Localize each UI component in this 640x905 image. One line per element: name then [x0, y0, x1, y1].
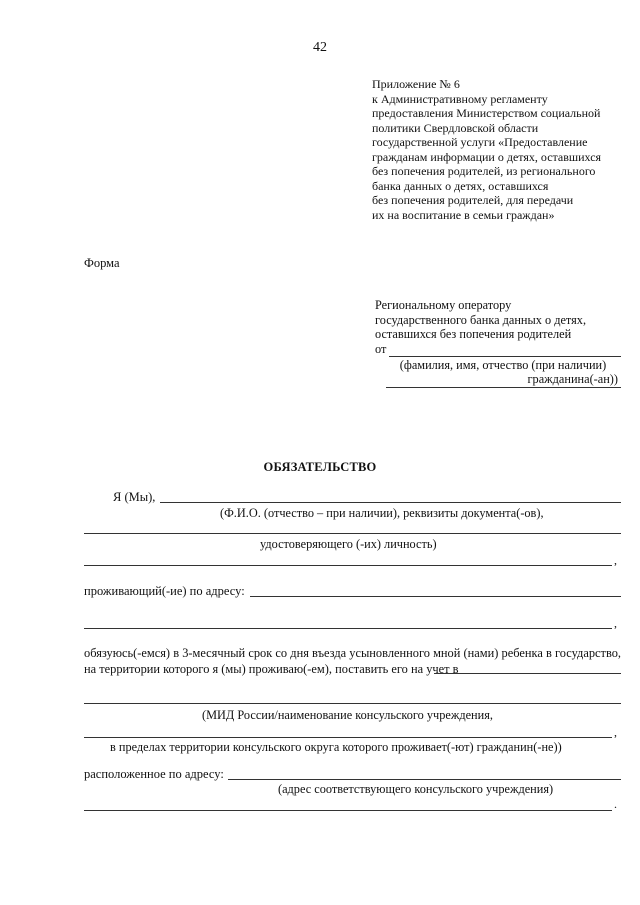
consulate-caption: (МИД России/наименование консульского учреждения,: [202, 708, 493, 722]
period-mark: .: [614, 797, 617, 811]
consulate-district-caption: в пределах территории консульского округа которого проживает(-ют) гражданин(-не)): [110, 740, 562, 754]
recipient-block: [375, 298, 586, 356]
name-field-line[interactable]: [160, 502, 621, 503]
form-label: Форма: [84, 256, 120, 270]
located-label: расположенное по адресу:: [84, 767, 224, 781]
comma-mark: ,: [614, 553, 617, 567]
located-field-line-2[interactable]: [84, 810, 612, 811]
recipient-line: оставшихся без попечения родителей: [375, 327, 572, 341]
comma-mark: ,: [614, 725, 617, 739]
identity-field-line[interactable]: [84, 565, 612, 566]
located-field-line[interactable]: [228, 779, 621, 780]
comma-mark: ,: [614, 616, 617, 630]
appendix-line: политики Свердловской области: [372, 120, 539, 135]
obligation-text: обязуюсь(-емся) в 3-месячный срок со дня въезда усыновленного мной (нами) ребенка в государство, на территории которого я (мы) проживаю(-ем), поставить его на учет в: [84, 646, 621, 676]
page-number: 42: [313, 40, 327, 55]
from-caption: (фамилия, имя, отчество (при наличии): [399, 358, 607, 372]
address-field-line[interactable]: [250, 596, 621, 597]
appendix-line: без попечения родителей, из регионального: [372, 164, 596, 178]
recipient-line: государственного банка данных о детях,: [375, 312, 587, 327]
appendix-header: [372, 77, 632, 222]
appendix-line: банка данных о детях, оставшихся: [372, 178, 549, 193]
we-label: Я (Мы),: [113, 490, 156, 504]
consulate-field-line-2[interactable]: [84, 703, 621, 704]
recipient-line: Региональному оператору: [375, 298, 512, 312]
from-field-line-2[interactable]: [386, 387, 621, 388]
appendix-line: их на воспитание в семьи граждан»: [372, 207, 555, 222]
address-field-line-2[interactable]: [84, 628, 612, 629]
from-field-line[interactable]: [389, 356, 621, 357]
appendix-line: государственной услуги «Предоставление: [372, 135, 588, 149]
identity-caption: удостоверяющего (-их) личность): [260, 537, 437, 551]
address-label: проживающий(-ие) по адресу:: [84, 584, 245, 598]
appendix-line: к Административному регламенту: [372, 91, 548, 106]
document-title: ОБЯЗАТЕЛЬСТВО: [263, 460, 377, 474]
consulate-field-line[interactable]: [434, 673, 621, 674]
name-caption: (Ф.И.О. (отчество – при наличии), реквизиты документа(-ов),: [220, 506, 544, 520]
appendix-line: предоставления Министерством социальной: [372, 106, 601, 120]
appendix-line: без попечения родителей, для передачи: [372, 193, 574, 207]
appendix-line: Приложение № 6: [372, 77, 460, 91]
appendix-line: гражданам информации о детях, оставшихся: [372, 149, 602, 164]
consulate-field-line-3[interactable]: [84, 737, 612, 738]
document-field-line[interactable]: [84, 533, 621, 534]
located-caption: (адрес соответствующего консульского учреждения): [278, 782, 554, 796]
from-caption-2: гражданина(-ан)): [527, 372, 618, 386]
from-label: от: [375, 341, 387, 356]
